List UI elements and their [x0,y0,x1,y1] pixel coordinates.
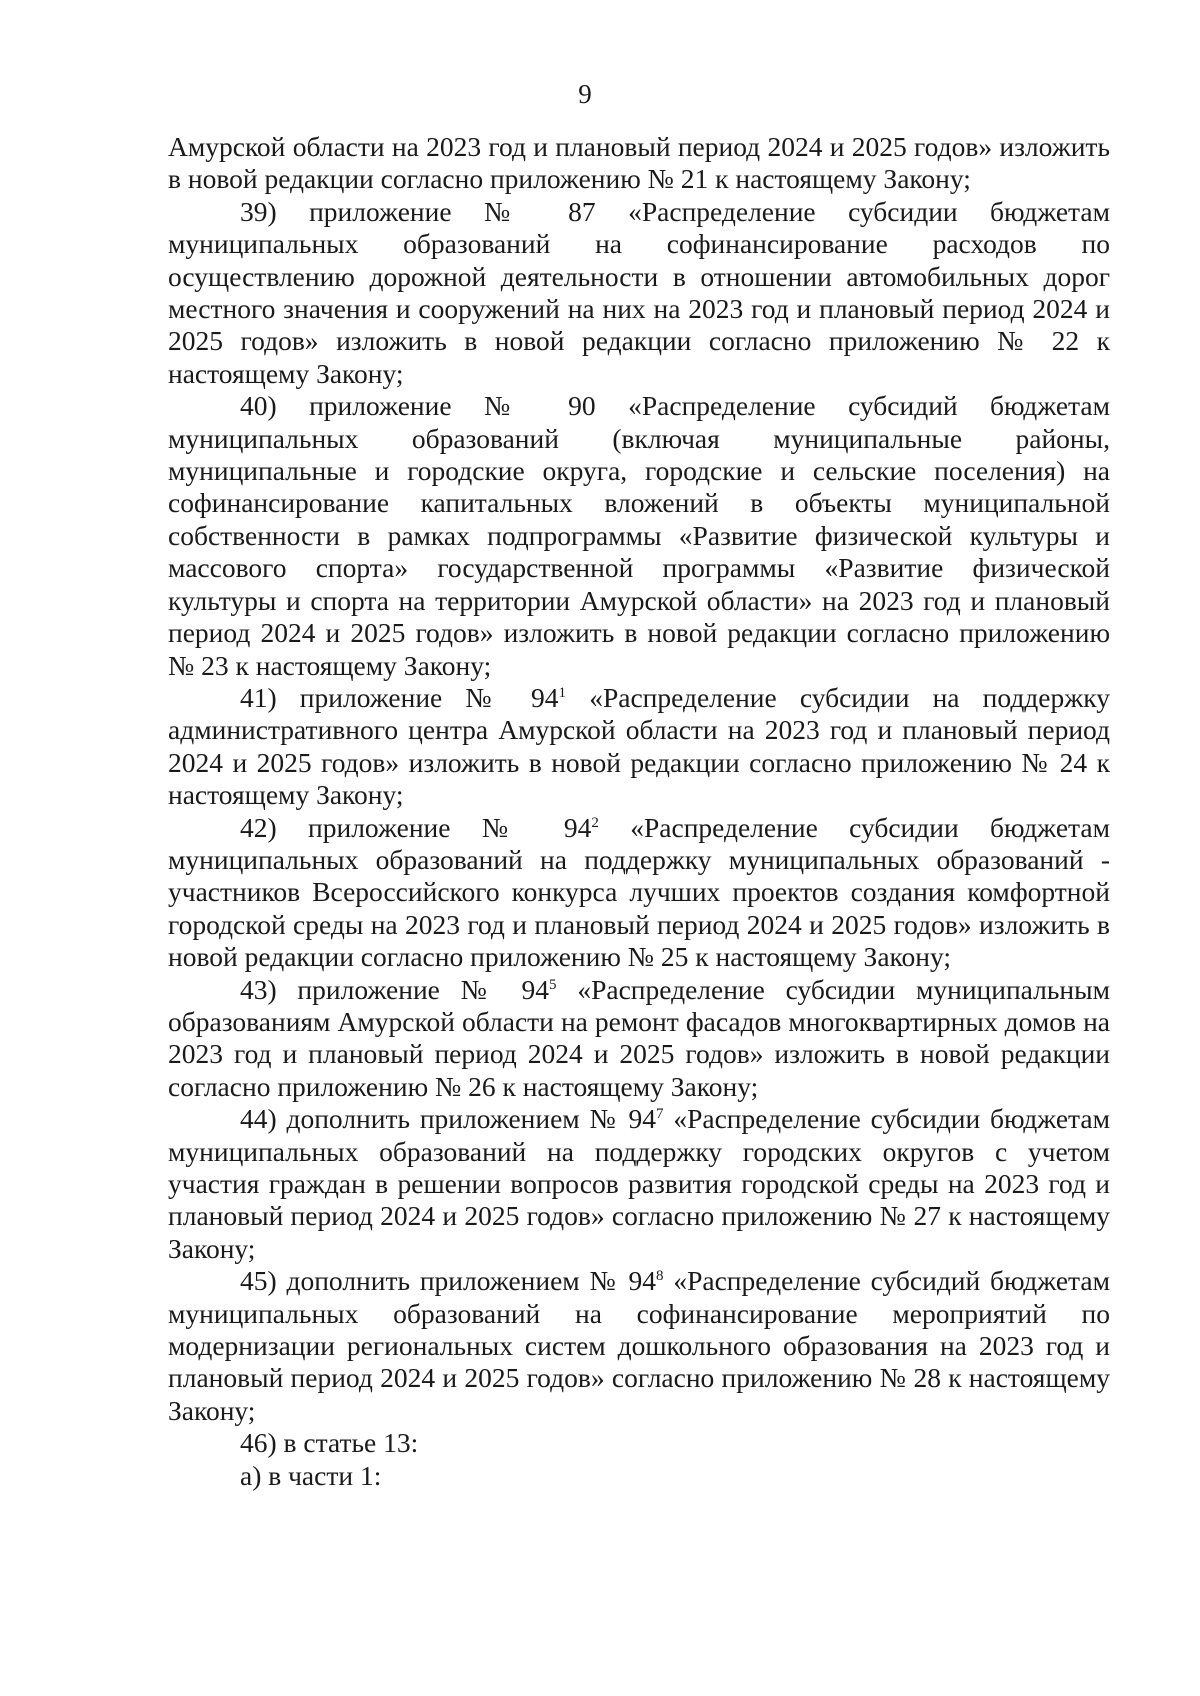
paragraph-subitem-a: а) в части 1: [240,1459,382,1491]
paragraph-item-45-lead: 45) дополнить приложением № 94 [240,1265,657,1297]
paragraph-item-42 [168,812,1110,974]
superscript-index: 2 [591,814,599,831]
paragraph-item-41-rest: «Распределение субсидии на поддержку административного центра Амурской области на 2023 год и плановый период 2024 и 2025 годов» изложить в новой редакции согласно приложению № 24 к настоящему Закону; [168,681,1110,811]
superscript-index: 5 [549,976,557,993]
paragraph-item-44 [168,1103,1110,1265]
paragraph-item-42-lead: 42) приложение № 94 [240,811,592,843]
paragraph-item-44-lead: 44) дополнить приложением № 94 [240,1103,657,1135]
paragraph-item-45 [168,1265,1110,1427]
paragraph-item-41 [168,682,1110,812]
superscript-index: 8 [656,1268,664,1285]
paragraph-item-42-rest: «Распределение субсидии бюджетам муниципальных образований на поддержку муниципальных образований - участников Всероссийского конкурса лучших проектов создания комфортной городской среды на 2023 год и плановый период 2024 и 2025 годов» изложить в новой редакции согласно приложению № 25 к настоящему Закону; [168,811,1110,973]
superscript-index: 1 [558,684,567,701]
page-number: 9 [578,79,592,109]
superscript-index: 7 [656,1106,664,1123]
document-body [168,131,1110,1492]
paragraph-item-43 [168,974,1110,1104]
paragraph-item-45-rest: «Распределение субсидий бюджетам муниципальных образований на софинансирование мероприятий по модернизации региональных систем дошкольного образования на 2023 год и плановый период 2024 и 2025 годов» согласно приложению № 28 к настоящему Закону; [168,1265,1110,1426]
paragraph-item-43-lead: 43) приложение № 94 [240,973,550,1005]
paragraph-item-40: 40) приложение № 90 «Распределение субсидий бюджетам муниципальных образований (включая муниципальные районы, муниципальные и городские округа, городские и сельские поселения) на софинансирование капитальных вложений в объекты муниципальной собственности в рамках подпрограммы «Развитие физической культуры и массового спорта» государственной программы «Развитие физической культуры и спорта на территории Амурской области» на 2023 год и плановый период 2024 и 2025 годов» изложить в новой редакции согласно приложению № 23 к настоящему Закону; [168,390,1110,681]
paragraph-item-41-lead: 41) приложение № 94 [240,681,559,713]
paragraph-item-39: 39) приложение № 87 «Распределение субсидии бюджетам муниципальных образований на софинансирование расходов по осуществлению дорожной деятельности в отношении автомобильных дорог местного значения и сооружений на них на 2023 год и плановый период 2024 и 2025 годов» изложить в новой редакции согласно приложению № 22 к настоящему Закону; [168,195,1110,389]
paragraph-continuation: Амурской области на 2023 год и плановый период 2024 и 2025 годов» изложить в новой редакции согласно приложению № 21 к настоящему Закону; [168,131,1110,195]
paragraph-item-44-rest: «Распределение субсидии бюджетам муниципальных образований на поддержку городских округов с учетом участия граждан в решении вопросов развития городской среды на 2023 год и плановый период 2024 и 2025 годов» согласно приложению № 27 к настоящему Закону; [168,1103,1110,1264]
paragraph-item-46: 46) в статье 13: [240,1427,419,1459]
paragraph-item-43-rest: «Распределение субсидии муниципальным образованиям Амурской области на ремонт фасадов многоквартирных домов на 2023 год и плановый период 2024 и 2025 годов» изложить в новой редакции согласно приложению № 26 к настоящему Закону; [168,973,1110,1102]
